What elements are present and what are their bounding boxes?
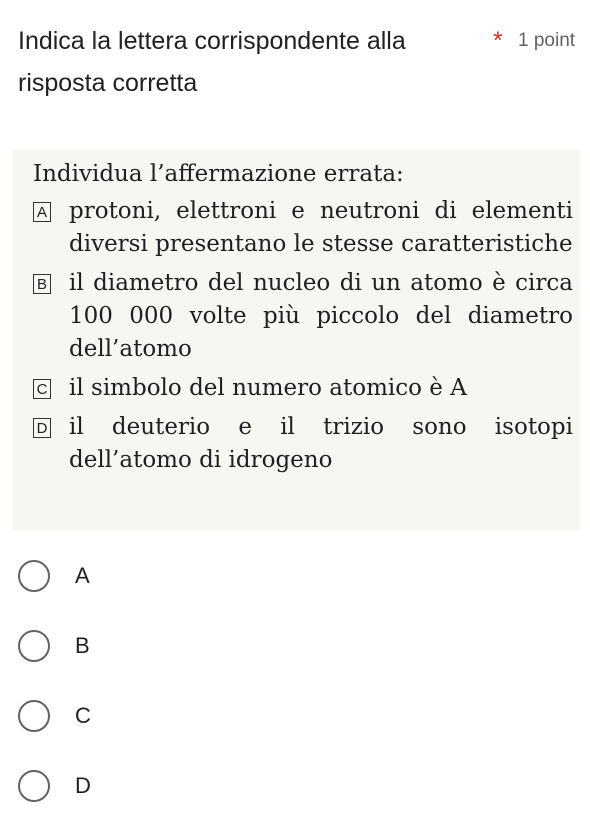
option-c-label: C (75, 703, 91, 728)
statement-b (33, 267, 573, 366)
question-image-text (33, 158, 573, 483)
question-header (18, 20, 578, 104)
statement-c-text: il simbolo del numero atomico è A (69, 375, 467, 401)
option-a-label: A (75, 563, 90, 588)
option-c[interactable] (18, 692, 578, 762)
radio-button-d[interactable] (18, 770, 50, 802)
question-title: Indica la lettera corrispondente alla risposta corretta (18, 27, 406, 97)
radio-button-a[interactable] (18, 560, 50, 592)
option-d[interactable] (18, 762, 578, 832)
question-image (13, 150, 580, 530)
points-label: 1 point (518, 30, 576, 51)
statement-c (33, 372, 573, 405)
letter-c-box: C (33, 379, 51, 399)
letter-a-box: A (33, 202, 51, 222)
statement-a (33, 195, 573, 261)
answer-options (18, 552, 578, 832)
radio-button-c[interactable] (18, 700, 50, 732)
option-b-label: B (75, 633, 90, 658)
statement-a-text: protoni, elettroni e neutroni di elementi diversi presentano le stesse caratteristiche (69, 198, 573, 257)
option-a[interactable] (18, 552, 578, 622)
statement-d (33, 411, 573, 477)
required-marker: * (493, 27, 503, 55)
option-b[interactable] (18, 622, 578, 692)
image-prompt: Individua l’affermazione errata: (33, 161, 404, 187)
statement-b-text: il diametro del nucleo di un atomo è circa 100 000 volte più piccolo del diametro dell’atomo (69, 270, 573, 362)
letter-d-box: D (33, 418, 51, 438)
statement-d-text: il deuterio e il trizio sono isotopi dell’atomo di idrogeno (69, 414, 573, 473)
option-d-label: D (75, 773, 91, 798)
letter-b-box: B (33, 274, 51, 294)
radio-button-b[interactable] (18, 630, 50, 662)
